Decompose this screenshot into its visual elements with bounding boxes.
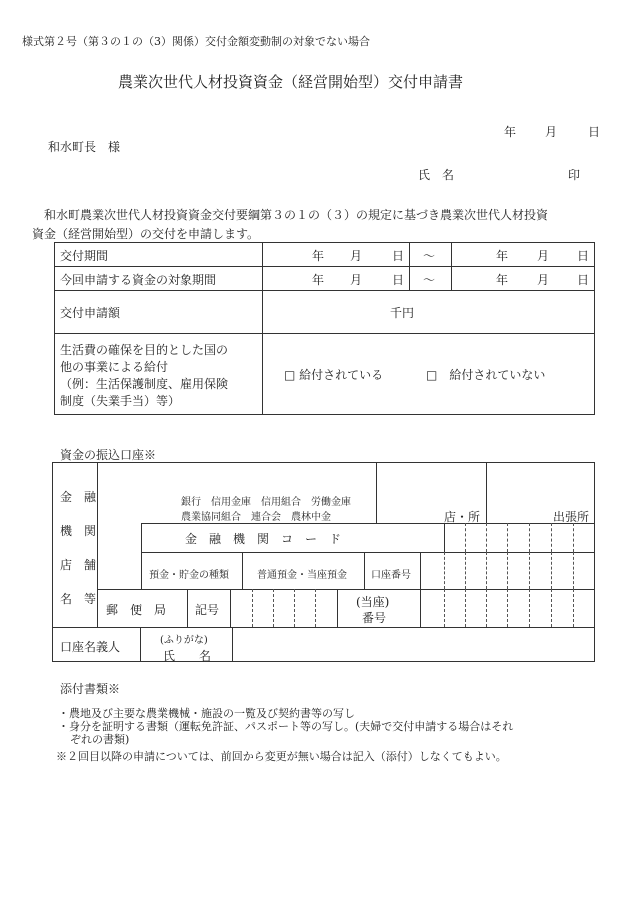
institution-types-2: 農業協同組合 連合会 農林中金 [181, 512, 331, 523]
seal-label: 印 [568, 168, 581, 182]
deposit-type-label: 預金・貯金の種類 [149, 570, 229, 581]
period-start-year: 年 [312, 249, 325, 263]
attachment-note: ※２回目以降の申請については、前回から変更が無い場合は記入（添付）しなくてもよい。 [56, 750, 507, 763]
holder-name-label: 氏 名 [163, 649, 212, 663]
deposit-type-value: 普通預金・当座預金 [257, 570, 347, 581]
benefit-option-no[interactable]: □ 給付されていない [426, 368, 546, 382]
attachments-heading: 添付書類※ [60, 682, 121, 696]
target-end-month: 月 [537, 273, 550, 287]
target-start-month: 月 [350, 273, 363, 287]
attachment-item-1: ・農地及び主要な農業機械・施設の一覧及び契約書等の写し [58, 707, 355, 720]
date-day: 日 [588, 125, 601, 139]
period-end-month: 月 [537, 249, 550, 263]
target-end-year: 年 [496, 273, 509, 287]
benefit-label-3: （例：生活保護制度、雇用保険 [60, 377, 229, 391]
target-start-year: 年 [312, 273, 325, 287]
symbol-label: 記号 [195, 603, 220, 617]
page-title: 農業次世代人材投資資金（経営開始型）交付申請書 [118, 73, 464, 91]
number-label: 番号 [362, 611, 387, 625]
institution-types-1: 銀行 信用金庫 信用組合 労働金庫 [181, 497, 351, 508]
period-label: 交付期間 [60, 249, 109, 263]
date-month: 月 [545, 125, 558, 139]
target-end-day: 日 [577, 273, 590, 287]
target-tilde: ～ [423, 273, 436, 287]
sub-branch-label: 出張所 [553, 510, 590, 524]
benefit-option-yes[interactable]: □ 給付されている [284, 368, 384, 382]
period-start-month: 月 [350, 249, 363, 263]
intro-line-1: 和水町農業次世代人材投資資金交付要綱第３の１の（３）の規定に基づき農業次世代人材投資 [44, 208, 549, 222]
date-year: 年 [504, 125, 517, 139]
form-number: 様式第２号（第３の１の（3）関係）交付金額変動制の対象でない場合 [22, 35, 370, 48]
amount-unit: 千円 [390, 306, 415, 320]
intro-line-2: 資金（経営開始型）の交付を申請します。 [32, 227, 260, 241]
furigana-label: (ふりがな) [160, 635, 208, 646]
attachment-item-2-line-1: ・身分を証明する書類（運転免許証、パスポート等の写し。(夫婦で交付申請する場合はそれ [58, 720, 514, 733]
benefit-label-1: 生活費の確保を目的とした国の [60, 343, 229, 357]
target-start-day: 日 [392, 273, 405, 287]
benefit-label-4: 制度（失業手当）等） [60, 394, 181, 408]
target-period-label: 今回申請する資金の対象期間 [60, 273, 217, 287]
bank-section-label: 資金の振込口座※ [60, 448, 157, 462]
recipient: 和水町長 様 [48, 140, 121, 154]
fi-label-1: 金 融 [60, 490, 97, 504]
fi-label-2: 機 関 [60, 524, 97, 538]
period-tilde: ～ [423, 249, 436, 263]
period-start-day: 日 [392, 249, 405, 263]
account-number-label: 口座番号 [371, 570, 411, 581]
applicant-name-label: 氏 名 [418, 168, 455, 182]
amount-label: 交付申請額 [60, 306, 121, 320]
period-end-day: 日 [577, 249, 590, 263]
period-end-year: 年 [496, 249, 509, 263]
attachment-item-2-line-2: ぞれの書類) [70, 733, 130, 746]
institution-code-label: 金 融 機 関 コ ー ド [185, 532, 342, 546]
fi-label-3: 店 舗 [60, 558, 97, 572]
benefit-label-2: 他の事業による給付 [60, 360, 169, 374]
branch-label: 店・所 [444, 510, 481, 524]
holder-label: 口座名義人 [60, 640, 121, 654]
postal-label: 郵 便 局 [106, 603, 167, 617]
current-label: (当座) [356, 595, 390, 609]
fi-label-4: 名 等 [60, 592, 97, 606]
